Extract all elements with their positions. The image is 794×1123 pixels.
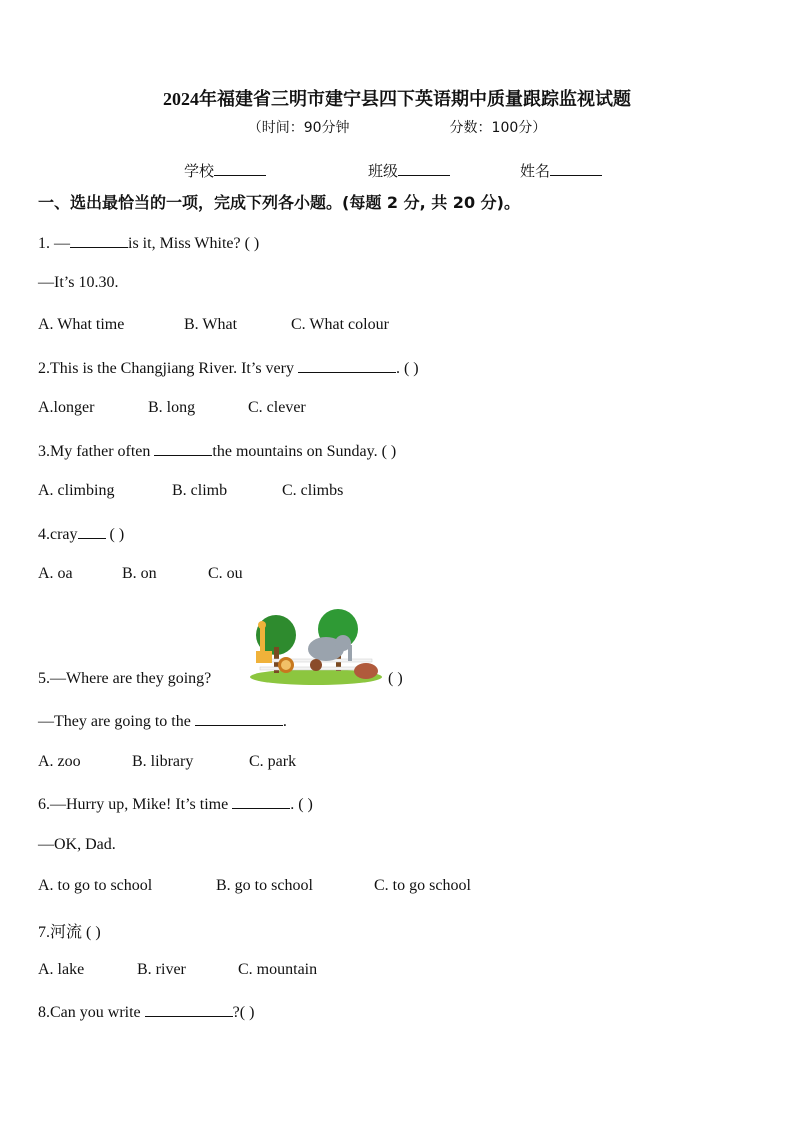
option-a[interactable]: A. oa [38, 565, 73, 582]
question-1: 1. — is it, Miss White? ( ) [38, 235, 260, 252]
school-field: 学校 [184, 160, 266, 181]
option-c[interactable]: C. climbs [282, 482, 344, 499]
question-2: 2.This is the Changjiang River. It’s very . ( ) [38, 360, 419, 377]
monkey-icon [310, 659, 322, 671]
option-c[interactable]: C. mountain [238, 961, 318, 978]
name-blank[interactable] [550, 161, 602, 176]
option-a[interactable]: A. What time [38, 316, 125, 333]
option-a[interactable]: A. lake [38, 961, 85, 978]
option-c[interactable]: C. clever [248, 399, 306, 416]
exam-title: 2024年福建省三明市建宁县四下英语期中质量跟踪监视试题 [163, 89, 631, 109]
option-a[interactable]: A. zoo [38, 753, 81, 770]
option-a[interactable]: A. climbing [38, 482, 115, 499]
option-c[interactable]: C. What colour [291, 316, 389, 333]
question-4: 4.cray ( ) [38, 526, 125, 543]
question-1-reply: —It’s 10.30. [38, 274, 119, 291]
question-8: 8.Can you write ?( ) [38, 1004, 255, 1021]
option-a[interactable]: A.longer [38, 399, 95, 416]
exam-meta [0, 117, 794, 137]
option-c[interactable]: C. park [249, 753, 297, 770]
option-b[interactable]: B. long [148, 399, 196, 416]
option-b[interactable]: B. on [122, 565, 157, 582]
answer-blank[interactable] [154, 441, 212, 456]
bear-icon [354, 663, 378, 679]
answer-blank[interactable] [78, 524, 106, 539]
option-b[interactable]: B. river [137, 961, 186, 978]
class-blank[interactable] [398, 161, 450, 176]
option-b[interactable]: B. go to school [216, 877, 313, 894]
option-b[interactable]: B. climb [172, 482, 228, 499]
exam-score: 分数：100分） [449, 120, 547, 136]
question-5: 5.—Where are they going? [38, 670, 212, 687]
option-c[interactable]: C. ou [208, 565, 243, 582]
section-heading: 一、选出最恰当的一项，完成下列各小题。(每题 2 分, 共 20 分)。 [38, 193, 520, 212]
exam-time: （时间：90分钟 [247, 120, 350, 136]
question-6: 6.—Hurry up, Mike! It’s time . ( ) [38, 796, 313, 813]
question-5-bracket: ( ) [388, 670, 403, 687]
option-a[interactable]: A. to go to school [38, 877, 153, 894]
class-field: 班级 [368, 160, 450, 181]
question-6-reply: —OK, Dad. [38, 836, 116, 853]
name-field: 姓名 [520, 160, 602, 181]
option-c[interactable]: C. to go school [374, 877, 471, 894]
question-7: 7.河流 ( ) [38, 924, 101, 941]
answer-blank[interactable] [195, 711, 283, 726]
zoo-illustration [246, 607, 382, 687]
option-b[interactable]: B. library [132, 753, 194, 770]
answer-blank[interactable] [145, 1002, 233, 1017]
school-blank[interactable] [214, 161, 266, 176]
question-3: 3.My father often the mountains on Sunday. ( ) [38, 443, 397, 460]
answer-blank[interactable] [298, 358, 396, 373]
answer-blank[interactable] [232, 794, 290, 809]
option-b[interactable]: B. What [184, 316, 238, 333]
answer-blank[interactable] [70, 233, 128, 248]
question-5-reply: —They are going to the . [38, 713, 287, 730]
